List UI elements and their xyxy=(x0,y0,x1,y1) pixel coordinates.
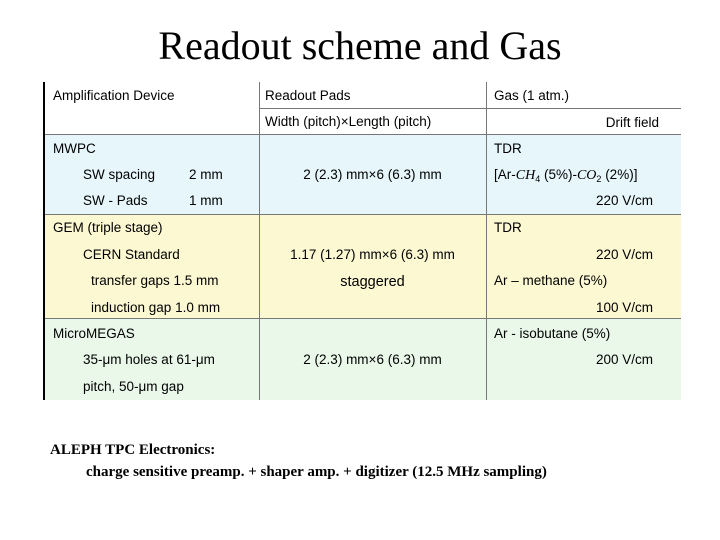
mwpc-gas-name: TDR xyxy=(494,141,522,156)
slide-title: Readout scheme and Gas xyxy=(158,23,562,68)
micromegas-gas: Ar - isobutane (5%) xyxy=(494,326,611,341)
micromegas-top-rule xyxy=(45,318,681,319)
co2-formula: CO xyxy=(576,168,597,183)
header-rule xyxy=(259,108,681,109)
gem-gas-tdr: TDR xyxy=(494,220,522,235)
gem-drift-methane: 100 V/cm xyxy=(595,300,653,315)
mwpc-gas-mixture xyxy=(494,167,637,187)
gas-bracket-prefix: [Ar- xyxy=(494,167,516,182)
gem-pads-staggered: staggered xyxy=(340,274,405,290)
co2-subscript: 2 xyxy=(596,174,602,184)
methane-formula: CH xyxy=(515,168,536,183)
gem-drift-tdr: 220 V/cm xyxy=(595,247,653,262)
gas-methane-fraction: (5%)- xyxy=(540,167,577,182)
methane-subscript: 4 xyxy=(535,174,541,184)
mwpc-name: MWPC xyxy=(53,141,96,156)
gem-gas-methane: Ar – methane (5%) xyxy=(494,273,608,288)
gem-induction-gap: induction gap 1.0 mm xyxy=(91,300,221,315)
header-pad-dimensions: Width (pitch)×Length (pitch) xyxy=(265,114,432,129)
mwpc-top-rule xyxy=(45,134,681,135)
gem-cern-standard: CERN Standard xyxy=(83,247,180,262)
mwpc-sw-pads-value: 1 mm xyxy=(189,193,223,208)
micromegas-drift: 200 V/cm xyxy=(595,352,653,367)
header-gas: Gas (1 atm.) xyxy=(494,88,570,103)
mwpc-drift-field: 220 V/cm xyxy=(595,193,653,208)
gem-top-rule xyxy=(45,214,681,215)
col-separator-2 xyxy=(486,82,487,400)
mwpc-sw-pads-label: SW - Pads xyxy=(83,193,148,208)
header-readout-pads: Readout Pads xyxy=(265,88,351,103)
header-drift-field: Drift field xyxy=(605,115,659,130)
header-amplification-device: Amplification Device xyxy=(53,88,175,103)
footer-electronics-title: ALEPH TPC Electronics: xyxy=(50,442,216,458)
gem-pads: 1.17 (1.27) mm×6 (6.3) mm xyxy=(290,247,455,262)
micromegas-pads: 2 (2.3) mm×6 (6.3) mm xyxy=(303,352,442,367)
footer-electronics-chain: charge sensitive preamp. + shaper amp. + digitizer (12.5 MHz sampling) xyxy=(86,464,547,480)
micromegas-name: MicroMEGAS xyxy=(53,326,135,341)
gas-co2-fraction: (2%)] xyxy=(601,167,638,182)
mwpc-sw-spacing-label: SW spacing xyxy=(83,167,156,182)
readout-table xyxy=(43,82,681,400)
gem-name: GEM (triple stage) xyxy=(53,220,163,235)
mwpc-sw-spacing-value: 2 mm xyxy=(189,167,223,182)
micromegas-holes: 35-μm holes at 61-μm xyxy=(83,352,215,367)
mwpc-pads: 2 (2.3) mm×6 (6.3) mm xyxy=(303,167,442,182)
micromegas-pitch-gap: pitch, 50-μm gap xyxy=(83,379,184,394)
gem-transfer-gaps: transfer gaps 1.5 mm xyxy=(91,273,219,288)
